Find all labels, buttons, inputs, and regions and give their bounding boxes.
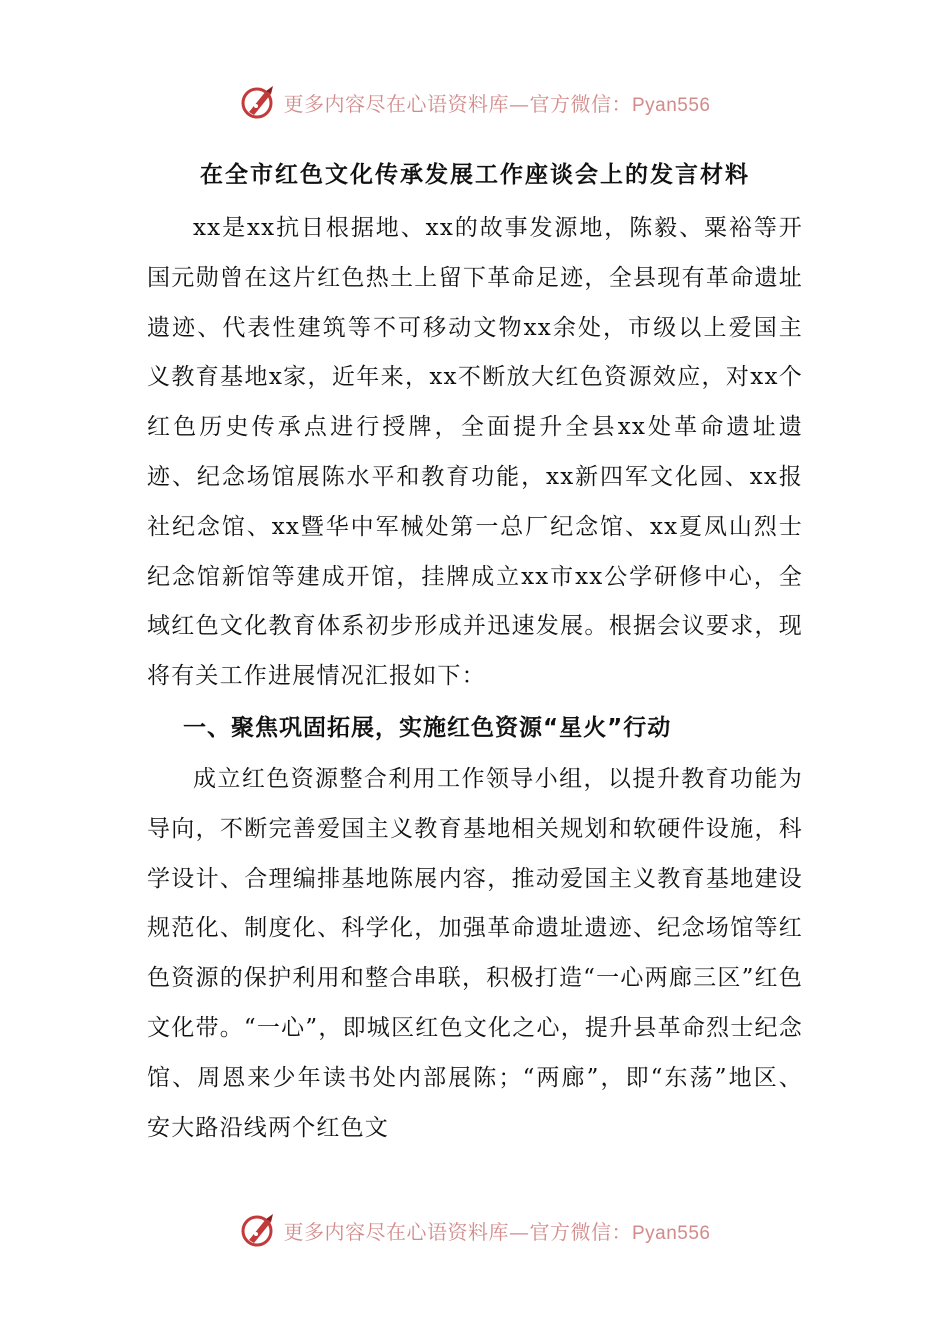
section-heading-1: 一、聚焦巩固拓展，实施红色资源“星火”行动 bbox=[183, 714, 672, 741]
watermark-banner-bottom bbox=[0, 1208, 950, 1252]
document-title: 在全市红色文化传承发展工作座谈会上的发言材料 bbox=[200, 161, 750, 188]
watermark-text: 更多内容尽在心语资料库—官方微信：Pyan556 bbox=[283, 1219, 711, 1244]
wechat-id: Pyan556 bbox=[631, 94, 711, 116]
paragraph-section-1: 成立红色资源整合利用工作领导小组，以提升教育功能为导向，不断完善爱国主义教育基地相关规划和软硬件设施，科学设计、合理编排基地陈展内容，推动爱国主义教育基地建设规范化、制度化、科学化，加强革命遗址遗迹、纪念场馆等红色资源的保护利用和整合串联，积极打造“一心两廊三区”红色文化带。“一心”，即城区红色文化之心，提升县革命烈士纪念馆、周恩来少年读书处内部展陈；“两廊”，即“东荡”地区、安大路沿线两个红色文 bbox=[147, 765, 803, 1141]
document-body bbox=[147, 204, 803, 1153]
watermark-banner-top bbox=[0, 80, 950, 124]
wechat-id: Pyan556 bbox=[631, 1222, 711, 1244]
pen-nib-logo-icon bbox=[239, 1210, 279, 1250]
pen-nib-logo-icon bbox=[239, 82, 279, 122]
watermark-text: 更多内容尽在心语资料库—官方微信：Pyan556 bbox=[283, 91, 711, 116]
paragraph-intro: xx是xx抗日根据地、xx的故事发源地，陈毅、粟裕等开国元勋曾在这片红色热土上留下革命足迹，全县现有革命遗址遗迹、代表性建筑等不可移动文物xx余处，市级以上爱国主义教育基地x家，近年来，xx不断放大红色资源效应，对xx个红色历史传承点进行授牌，全面提升全县xx处革命遗址遗迹、纪念场馆展陈水平和教育功能，xx新四军文化园、xx报社纪念馆、xx暨华中军械处第一总厂纪念馆、xx夏凤山烈士纪念馆新馆等建成开馆，挂牌成立xx市xx公学研修中心，全域红色文化教育体系初步形成并迅速发展。根据会议要求，现将有关工作进展情况汇报如下： bbox=[147, 215, 803, 690]
